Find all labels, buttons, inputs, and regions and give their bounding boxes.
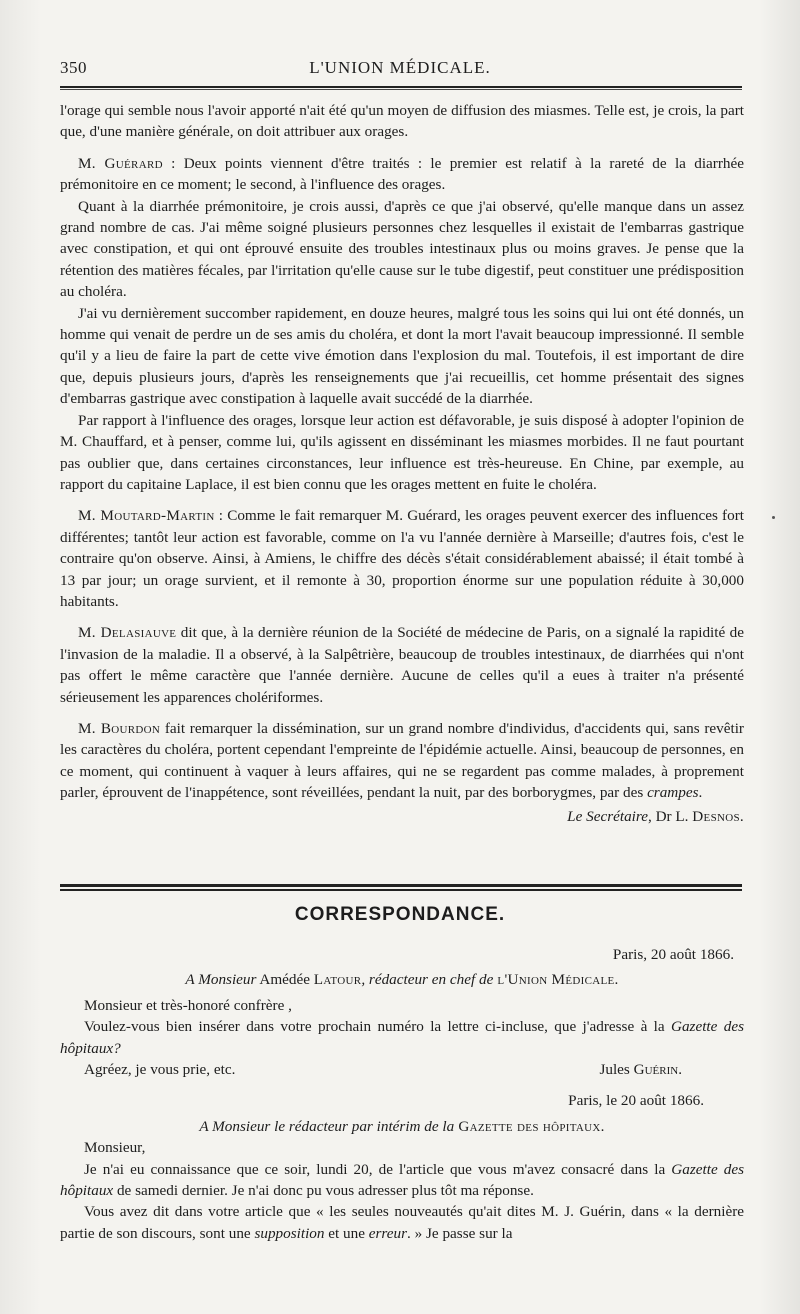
text-run: : Deux points viennent d'être traités : le premier est relatif à la rareté de la diarrhée prémonitoire en ce moment; le second, à l'influence des orages. xyxy=(60,154,744,194)
paragraph xyxy=(60,153,744,196)
ink-speck xyxy=(772,516,775,519)
small-caps-text: M. Moutard-Martin xyxy=(78,507,215,525)
text-run: Par rapport à l'influence des orages, lorsque leur action est défavorable, je suis disposé à adopter l'opinion de M. Chauffard, et à penser, comme lui, qu'ils agissent en disséminant les miasmes morbides. Il ne faut pourtant pas oublier que, dans certaines circonstances, leur influence est très-heureuse. En Chine, par exemple, au rapport du capitaine Laplace, il est bien connu que les orages mettent en fuite le choléra. xyxy=(60,411,744,493)
paragraph xyxy=(60,410,744,496)
letter2-salutation: Monsieur, xyxy=(84,1139,146,1157)
letter2-address xyxy=(60,1116,744,1137)
italic-text: Gazette des hôpitaux xyxy=(60,1160,745,1200)
small-caps-text: Gazette des hôpitaux. xyxy=(454,1117,605,1135)
letter1-address xyxy=(60,969,744,990)
text-run: de samedi dernier. Je n'ai donc pu vous adresser plus tôt ma réponse. xyxy=(113,1182,534,1200)
header-rule xyxy=(60,86,742,88)
small-caps-text: M. Guérard xyxy=(78,154,163,172)
italic-text: A Monsieur xyxy=(185,971,257,989)
small-caps-text: M. Delasiauve xyxy=(78,624,177,642)
text-run: dit que, à la dernière réunion de la Société de médecine de Paris, on a signalé la rapidité de l'invasion de la maladie. Il a observé, à la Salpêtrière, beaucoup de troubles intestinaux, de diarrhées qui n'ont pas offert le même caractère que l'année dernière. Aucune de celles qu'il a eues à traiter n'a présenté sérieusement les apparences cholériformes. xyxy=(60,624,744,706)
section-rule-thin xyxy=(60,889,742,891)
paragraph xyxy=(60,718,744,804)
letter2-date: Paris, le 20 août 1866. xyxy=(568,1092,704,1110)
header-rule-thin xyxy=(60,89,742,90)
running-title: L'UNION MÉDICALE. xyxy=(309,58,491,77)
italic-text: crampes xyxy=(647,784,699,802)
secretary-signature: Le Secrétaire, Dr L. Desnos. xyxy=(567,807,744,825)
text-run: l'orage qui semble nous l'avoir apporté n'ait été qu'un moyen de diffusion des miasmes. Telle est, je crois, la part que, d'une manière générale, on doit attribuer aux orages. xyxy=(60,102,744,141)
text-run: fait remarquer la dissémination, sur un grand nombre d'individus, d'accidents qui, sans revêtir les caractères du choléra, portent cependant l'empreinte de l'épidémie actuelle. Ainsi, beaucoup de personnes, en ce moment, qui continuent à vaquer à leurs affaires, qui ne se regardent pas comme malades, à proprement parler, éprouvent de l'inappétence, sont réveillées, pendant la nuit, par des borborygmes, par des xyxy=(60,719,744,802)
paragraph xyxy=(60,303,744,410)
small-caps-text: l'Union Médicale. xyxy=(493,971,619,989)
text-run: Vous avez dit dans votre article que « les seules nouveautés qu'ait dites M. J. Guérin, dans « la dernière partie de son discours, sont une xyxy=(60,1203,744,1242)
letter1-body xyxy=(60,1016,744,1059)
section-rule-thick xyxy=(60,884,742,887)
letter1-closing-row xyxy=(60,1059,744,1080)
italic-text: A Monsieur le rédacteur par intérim de la xyxy=(199,1117,455,1135)
letter1-date: Paris, 20 août 1866. xyxy=(612,946,734,963)
italic-text: rédacteur en chef de xyxy=(368,971,494,989)
text-run: et une xyxy=(324,1224,369,1242)
italic-text: , xyxy=(361,971,369,989)
paragraph xyxy=(60,505,744,612)
letter1-signer: Jules Guérin. xyxy=(599,1061,682,1079)
text-run: : Comme le fait remarquer M. Guérard, les orages peuvent exercer des influences fort différentes; tantôt leur action est favorable, comme on l'a vu l'année dernière à Marseille; d'autres fois, c'est le contraire qu'on observe. Ainsi, à Amiens, le chiffre des décès s'était considérablement abaissé; il était tombé à 13 par jour; un orage survient, et il remonte à 30, proportion énorme sur une population réduite à 30,000 habitants. xyxy=(60,507,744,610)
text-run: . » Je passe sur la xyxy=(407,1224,513,1242)
text-run: J'ai vu dernièrement succomber rapidement, en douze heures, malgré tous les soins qui lui ont été donnés, un homme qui venait de perdre un de ses amis du choléra, et dont la mort l'avait beaucoup impressionné. Il semble qu'il y a lieu de faire la part de cette vive émotion dans l'explosion du mal. Toutefois, il est important de dire que, depuis plusieurs jours, d'après les renseignements que j'ai recueillis, cet homme présentait des signes d'embarras gastrique avec constipation à laquelle avait succédé de la diarrhée. xyxy=(60,304,744,408)
letter1-closing: Agréez, je vous prie, etc. xyxy=(84,1061,236,1079)
correspondence-body xyxy=(60,944,744,1244)
text-run: Je n'ai eu connaissance que ce soir, lundi 20, de l'article que vous m'avez consacré dans la xyxy=(84,1160,672,1178)
italic-text: supposition xyxy=(254,1224,325,1242)
page-number: 350 xyxy=(60,58,87,77)
signature-title: Dr L. xyxy=(655,807,689,825)
text-run: Quant à la diarrhée prémonitoire, je crois aussi, d'après ce que j'ai observé, qu'elle manque dans un assez grand nombre de cas. J'ai même soigné plusieurs personnes chez lesquelles il existait de l'embarras gastrique avec constipation, et qui ont éprouvé ensuite des troubles intestinaux plus ou moins graves. Je pense que la rétention des matières fécales, par l'irritation qu'elle cause sur le tube digestif, peut constituer une prédisposition au choléra. xyxy=(60,197,744,301)
paragraph xyxy=(60,196,744,303)
letter1-salutation: Monsieur et très-honoré confrère , xyxy=(84,996,292,1014)
paragraph xyxy=(60,622,744,708)
text-run: . xyxy=(698,784,703,802)
text-run: Amédée xyxy=(256,971,314,989)
signature-name: Desnos. xyxy=(692,807,744,825)
signature-role: Le Secrétaire xyxy=(567,807,648,825)
small-caps-text: Latour xyxy=(313,971,362,989)
paragraph xyxy=(60,100,744,143)
section-title: CORRESPONDANCE. xyxy=(294,904,506,925)
page-header xyxy=(60,58,740,82)
text-run: Voulez-vous bien insérer dans votre prochain numéro la lettre ci-incluse, que j'adresse à la xyxy=(84,1018,671,1036)
italic-text: erreur xyxy=(368,1224,408,1242)
letter2-paragraph-2 xyxy=(60,1201,744,1244)
italic-text: Gazette des hôpitaux? xyxy=(60,1018,744,1057)
minutes-body xyxy=(60,100,744,827)
small-caps-text: M. Bourdon xyxy=(78,719,161,737)
letter2-paragraph-1 xyxy=(60,1159,744,1202)
